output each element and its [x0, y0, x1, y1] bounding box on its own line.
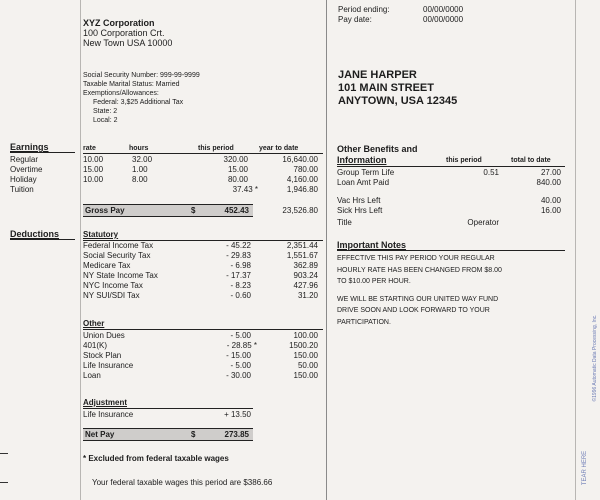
earning-ytd: 780.00	[293, 165, 318, 174]
employee-name: JANE HARPER	[338, 69, 417, 81]
benefit-label: Title	[337, 218, 352, 227]
other-title: Other	[83, 319, 105, 328]
col-hours: hours	[129, 145, 149, 152]
notes-title: Important Notes	[337, 240, 407, 250]
benefits-table	[337, 168, 565, 230]
adjustment-period: + 13.50	[224, 410, 251, 419]
gross-pay-currency: $	[191, 206, 196, 215]
col-this-period: this period	[198, 145, 234, 152]
deduction-ytd: 903.24	[293, 271, 318, 280]
col-year-to-date: year to date	[259, 145, 299, 152]
deduction-label: Union Dues	[83, 331, 125, 340]
earning-hours: 8.00	[132, 175, 148, 184]
employee-street: 101 MAIN STREET	[338, 82, 434, 94]
deduction-ytd: 50.00	[297, 361, 318, 370]
column-divider-left	[80, 0, 81, 500]
notes-rule	[337, 250, 565, 251]
statutory-row	[83, 271, 323, 281]
period-ending-value: 00/00/0000	[423, 5, 464, 14]
deduction-label: NY State Income Tax	[83, 271, 158, 280]
earning-rate: 10.00	[83, 175, 104, 184]
note-line: WE WILL BE STARTING OUR UNITED WAY FUND	[337, 295, 499, 303]
earnings-header	[83, 144, 323, 153]
earnings-title: Earnings	[10, 142, 49, 152]
other-row	[83, 371, 323, 381]
earnings-row-tuition	[10, 185, 324, 195]
deduction-label: NY SUI/SDI Tax	[83, 291, 140, 300]
deduction-ytd: 31.20	[297, 291, 318, 300]
statutory-title: Statutory	[83, 230, 119, 239]
deduction-ytd: 2,351.44	[286, 241, 318, 250]
earnings-row-holiday	[10, 175, 324, 185]
benefits-col-this-period: this period	[446, 157, 482, 164]
other-rule	[83, 329, 323, 330]
employee-address	[338, 69, 457, 108]
earning-rate: 10.00	[83, 155, 104, 164]
deduction-period: - 28.85 *	[226, 341, 257, 350]
notes-body	[337, 253, 567, 328]
earning-label: Overtime	[10, 165, 43, 174]
adjustment-label: Life Insurance	[83, 410, 134, 419]
federal-line: Federal: 3,$25 Additional Tax	[93, 99, 184, 106]
earning-label: Holiday	[10, 175, 37, 184]
pay-date-value: 00/00/0000	[423, 15, 464, 24]
net-pay-value: 273.85	[224, 430, 249, 439]
statutory-row	[83, 251, 323, 261]
column-divider-middle	[326, 0, 327, 500]
gross-pay-value: 452.43	[224, 206, 249, 215]
deduction-label: Social Security Tax	[83, 251, 151, 260]
deductions-title: Deductions	[10, 229, 60, 239]
tax-info-block	[83, 71, 200, 125]
ssn-line: Social Security Number: 999-99-9999	[83, 72, 200, 79]
state-line: State: 2	[93, 108, 118, 115]
gross-pay-ytd: 23,526.80	[282, 206, 318, 215]
employee-city: ANYTOWN, USA 12345	[338, 95, 458, 107]
copyright-vertical: ©1996 Automatic Data Processing, Inc.	[592, 314, 598, 402]
deduction-period: - 30.00	[226, 371, 251, 380]
benefit-total: 40.00	[540, 196, 561, 205]
benefit-label: Group Term Life	[337, 168, 395, 177]
gross-pay-row	[83, 204, 253, 217]
net-pay-row	[83, 428, 253, 441]
benefit-total: 16.00	[540, 206, 561, 215]
deduction-period: - 29.83	[226, 251, 251, 260]
other-row	[83, 351, 323, 361]
other-table	[83, 331, 323, 381]
earnings-rule	[10, 152, 75, 153]
deduction-period: - 17.37	[226, 271, 251, 280]
statutory-table	[83, 241, 323, 301]
pay-date-label: Pay date:	[338, 15, 372, 24]
deduction-label: Life Insurance	[83, 361, 134, 370]
deduction-period: - 6.98	[230, 261, 251, 270]
company-header	[83, 18, 172, 48]
other-row	[83, 331, 323, 341]
earning-label: Tuition	[10, 185, 34, 194]
col-rate: rate	[83, 145, 96, 152]
benefit-row	[337, 206, 565, 216]
earning-ytd: 16,640.00	[282, 155, 318, 164]
other-row	[83, 341, 323, 351]
deductions-rule	[10, 239, 75, 240]
exemptions-line: Exemptions/Allowances:	[83, 90, 159, 97]
deduction-ytd: 100.00	[293, 331, 318, 340]
benefit-row	[337, 178, 565, 188]
earning-period: 80.00	[227, 175, 248, 184]
benefits-title-line-1: Other Benefits and	[337, 144, 418, 154]
deduction-ytd: 150.00	[293, 371, 318, 380]
period-info	[338, 5, 498, 25]
earning-hours: 1.00	[132, 165, 148, 174]
benefit-row	[337, 168, 565, 178]
statutory-row	[83, 241, 323, 251]
deduction-label: Loan	[83, 371, 101, 380]
statutory-row	[83, 291, 323, 301]
benefits-title	[337, 144, 418, 166]
deduction-period: - 15.00	[226, 351, 251, 360]
deduction-period: - 8.23	[230, 281, 251, 290]
benefit-row	[337, 196, 565, 206]
deduction-period: - 5.00	[230, 361, 251, 370]
note-line: EFFECTIVE THIS PAY PERIOD YOUR REGULAR	[337, 255, 495, 262]
marital-status-line: Taxable Marital Status: Married	[83, 81, 180, 88]
deduction-label: Federal Income Tax	[83, 241, 154, 250]
benefit-period: Operator	[467, 218, 499, 227]
local-line: Local: 2	[93, 117, 118, 124]
benefits-col-total: total to date	[511, 157, 551, 164]
earning-label: Regular	[10, 155, 39, 164]
earning-hours: 32.00	[132, 155, 153, 164]
deduction-period: - 5.00	[230, 331, 251, 340]
benefit-label: Loan Amt Paid	[337, 178, 390, 187]
deduction-ytd: 150.00	[293, 351, 318, 360]
footnote: * Excluded from federal taxable wages	[83, 454, 229, 463]
deduction-period: - 45.22	[226, 241, 251, 250]
taxable-wages-note: Your federal taxable wages this period are $386.66	[92, 478, 273, 487]
earning-period: 320.00	[223, 155, 248, 164]
margin-mark	[0, 453, 8, 454]
benefit-total: 27.00	[540, 168, 561, 177]
company-address-1: 100 Corporation Crt.	[83, 28, 165, 38]
adjustment-title: Adjustment	[83, 398, 127, 407]
adjustment-rule	[83, 408, 253, 409]
statutory-row	[83, 281, 323, 291]
benefits-rule	[337, 166, 565, 167]
deduction-ytd: 362.89	[293, 261, 318, 270]
deduction-period: - 0.60	[230, 291, 251, 300]
earning-rate: 15.00	[83, 165, 104, 174]
note-line: HOURLY RATE HAS BEEN CHANGED FROM $8.00	[337, 266, 502, 274]
earning-ytd: 1,946.80	[286, 185, 318, 194]
deduction-ytd: 1,551.67	[286, 251, 318, 260]
adjustment-row	[83, 410, 323, 420]
deduction-ytd: 1500.20	[289, 341, 318, 350]
period-ending-label: Period ending:	[338, 5, 390, 14]
deduction-label: Medicare Tax	[83, 261, 131, 270]
column-divider-right	[575, 0, 576, 500]
deduction-label: NYC Income Tax	[83, 281, 143, 290]
earning-period: 15.00	[227, 165, 248, 174]
note-line: TO $10.00 PER HOUR.	[337, 278, 411, 285]
benefit-label: Vac Hrs Left	[337, 196, 381, 205]
tear-here-label: TEAR HERE	[582, 450, 588, 486]
net-pay-currency: $	[191, 430, 196, 439]
deduction-label: Stock Plan	[83, 351, 122, 360]
company-name: XYZ Corporation	[83, 18, 155, 28]
earnings-row-regular	[10, 155, 324, 165]
benefits-title-line-2: Information	[337, 155, 387, 165]
note-line: DRIVE SOON AND LOOK FORWARD TO YOUR	[337, 307, 490, 314]
benefit-total: 840.00	[536, 178, 561, 187]
net-pay-label: Net Pay	[85, 430, 115, 439]
note-line: PARTICIPATION.	[337, 318, 391, 326]
earning-ytd: 4,160.00	[286, 175, 318, 184]
deduction-label: 401(K)	[83, 341, 108, 350]
benefit-period: 0.51	[483, 168, 499, 177]
earning-period: 37.43 *	[232, 185, 258, 194]
gross-pay-label: Gross Pay	[85, 206, 125, 215]
deduction-ytd: 427.96	[293, 281, 318, 290]
margin-mark	[0, 482, 8, 483]
earnings-header-rule	[83, 153, 323, 154]
statutory-row	[83, 261, 323, 271]
company-address-2: New Town USA 10000	[83, 38, 173, 48]
benefit-label: Sick Hrs Left	[337, 206, 383, 215]
earnings-row-overtime	[10, 165, 324, 175]
benefit-row	[337, 218, 565, 230]
other-row	[83, 361, 323, 371]
